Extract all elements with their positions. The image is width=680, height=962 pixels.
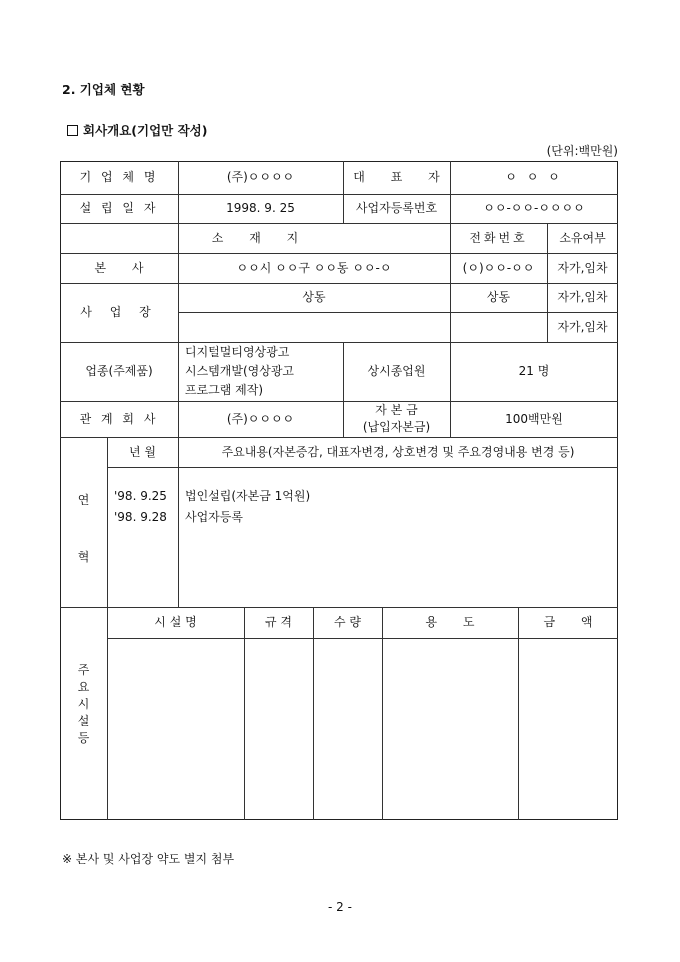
ceo-label: 대 표 자 [353, 170, 440, 184]
subsection-title-text: 회사개요(기업만 작성) [83, 123, 208, 138]
industry-line-2: 시스템개발(영상광고 [185, 364, 295, 378]
col-divider [382, 607, 383, 820]
site-ownership-1: 자가,임차 [557, 290, 608, 304]
footnote: ※ 본사 및 사업장 약도 별지 첨부 [62, 852, 235, 866]
phone-header: 전화번호 [469, 230, 528, 245]
facility-qty-header: 수 량 [334, 615, 361, 629]
site-ownership-2: 자가,임차 [557, 319, 608, 334]
capital-label-line-1: 자 본 금 [375, 403, 418, 417]
col-divider [518, 607, 519, 820]
facilities-label-char: 설 [77, 714, 90, 728]
subsection-title [67, 121, 207, 139]
facility-use-header: 용 도 [425, 615, 475, 629]
checkbox-icon [67, 125, 78, 136]
affiliate-value: (주)ㅇㅇㅇㅇ [226, 411, 295, 426]
employees-value: 21 명 [518, 364, 550, 378]
site-address: 상동 [302, 290, 326, 304]
col-divider [244, 607, 245, 820]
history-label-1: 연 [77, 492, 90, 507]
affiliate-label: 관 계 회 사 [79, 411, 159, 426]
section-title: 2. 기업체 현황 [62, 82, 145, 97]
ceo-value: ㅇ ㅇ ㅇ [505, 170, 563, 184]
history-label-2: 혁 [77, 549, 90, 564]
facilities-label-char: 요 [77, 680, 90, 694]
facilities-label-char: 주 [77, 663, 90, 677]
industry-line-3: 프로그램 제작) [185, 383, 264, 397]
hq-label: 본 사 [94, 260, 144, 275]
capital-value: 100백만원 [505, 411, 563, 426]
hq-address: ㅇㅇ시 ㅇㅇ구 ㅇㅇ동 ㅇㅇ-ㅇ [236, 260, 392, 275]
founding-date-label: 설 립 일 자 [79, 201, 159, 215]
hq-phone: (ㅇ)ㅇㅇ-ㅇㅇ [462, 260, 535, 275]
history-date-header: 년 월 [129, 444, 156, 459]
history-date-2: '98. 9.28 [114, 510, 167, 524]
facilities-label [60, 662, 107, 747]
history-content-2: 사업자등록 [185, 510, 243, 524]
page-number: - 2 - [328, 900, 352, 914]
facility-name-header: 시 설 명 [154, 615, 197, 629]
employees-label: 상시종업원 [367, 364, 426, 378]
industry-line-1: 디지털멀티영상광고 [185, 345, 290, 359]
history-content-1: 법인설립(자본금 1억원) [185, 489, 311, 503]
business-number-label: 사업자등록번호 [355, 201, 438, 215]
col-divider [313, 607, 314, 820]
industry-label: 업종(주제품) [85, 364, 153, 378]
ownership-header: 소유여부 [559, 230, 606, 245]
facilities-label-char: 등 [77, 731, 90, 745]
unit-note: (단위:백만원) [546, 144, 618, 158]
company-name-label: 기 업 체 명 [79, 170, 159, 184]
founding-date-value: 1998. 9. 25 [226, 201, 295, 215]
facility-amount-header: 금 액 [543, 615, 593, 629]
business-site-label: 사 업 장 [80, 305, 158, 319]
facility-spec-header: 규 격 [265, 615, 292, 629]
company-name-value: (주)ㅇㅇㅇㅇ [226, 170, 295, 184]
row-divider [107, 638, 618, 639]
business-number-value: ㅇㅇ-ㅇㅇ-ㅇㅇㅇㅇ [483, 201, 585, 215]
location-header: 소 재 지 [211, 230, 299, 245]
capital-label-line-2: (납입자본금) [362, 420, 431, 434]
site-phone: 상동 [486, 290, 511, 304]
hq-ownership: 자가,임차 [557, 260, 608, 275]
history-content-header: 주요내용(자본증감, 대표자변경, 상호변경 및 주요경영내용 변경 등) [221, 444, 575, 459]
row-divider [107, 467, 618, 468]
facilities-label-char: 시 [77, 697, 90, 711]
history-date-1: '98. 9.25 [114, 489, 167, 503]
